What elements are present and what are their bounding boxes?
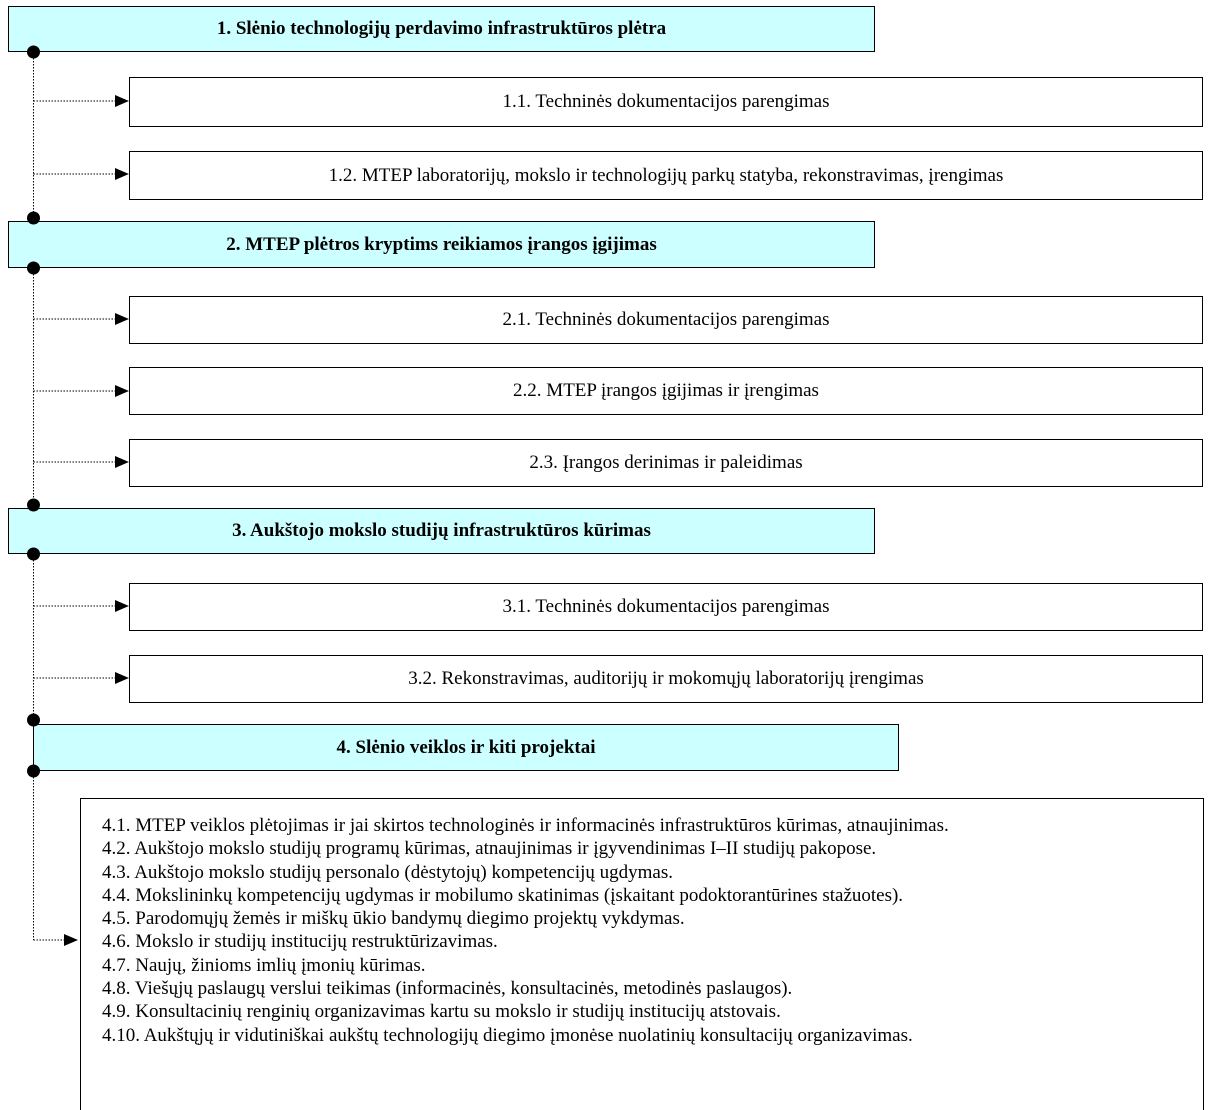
node-dot [27,212,40,225]
node-dot [27,765,40,778]
activity-item: 4.5. Parodomųjų žemės ir miškų ūkio bandymų diegimo projektų vykdymas. [102,908,685,930]
section-2-title: 2. MTEP plėtros kryptims reikiamos įrangos įgijimas [226,233,657,255]
activity-item: 4.3. Aukštojo mokslo studijų personalo (dėstytojų) kompetencijų ugdymas. [102,861,674,883]
section-4-title: 4. Slėnio veiklos ir kiti projektai [336,736,596,758]
item-label: 3.2. Rekonstravimas, auditorijų ir mokomųjų laboratorijų įrengimas [408,668,924,689]
item-label: 2.1. Techninės dokumentacijos parengimas [502,309,830,330]
item-label: 1.2. MTEP laboratorijų, mokslo ir technologijų parkų statyba, rekonstravimas, įrengimas [328,164,1004,186]
activity-item: 4.2. Aukštojo mokslo studijų programų kūrimas, atnaujinimas ir įgyvendinimas I–II studijų pakopose. [102,838,877,860]
activity-item: 4.6. Mokslo ir studijų institucijų restruktūrizavimas. [102,931,498,953]
section-3-title: 3. Aukštojo mokslo studijų infrastruktūros kūrimas [232,520,651,541]
node-dot [27,714,40,727]
item-label: 1.1. Techninės dokumentacijos parengimas [502,91,830,112]
activity-item: 4.7. Naujų, žinioms imlių įmonių kūrimas. [102,954,426,976]
node-dot [27,548,40,561]
activity-item: 4.10. Aukštųjų ir vidutiniškai aukštų technologijų diegimo įmonėse nuolatinių konsultacijų organizavimas. [102,1024,913,1046]
node-dot [27,262,40,275]
activity-item: 4.4. Mokslininkų kompetencijų ugdymas ir mobilumo skatinimas (įskaitant podoktorantūrines stažuotes). [102,884,904,906]
activity-item: 4.9. Konsultacinių renginių organizavimas kartu su mokslo ir studijų institucijų atstovais. [102,1001,781,1023]
activity-item: 4.8. Viešųjų paslaugų verslui teikimas (informacinės, konsultacinės, metodinės paslaugos). [102,978,793,1000]
section-1-title: 1. Slėnio technologijų perdavimo infrastruktūros plėtra [216,18,667,39]
item-label: 3.1. Techninės dokumentacijos parengimas [502,596,830,617]
node-dot [27,46,40,59]
item-label: 2.2. MTEP įrangos įgijimas ir įrengimas [513,380,819,401]
node-dot [27,499,40,512]
item-label: 2.3. Įrangos derinimas ir paleidimas [529,452,803,473]
activity-item: 4.1. MTEP veiklos plėtojimas ir jai skirtos technologinės ir informacinės infrastruktūros kūrimas, atnaujinimas. [102,815,949,836]
